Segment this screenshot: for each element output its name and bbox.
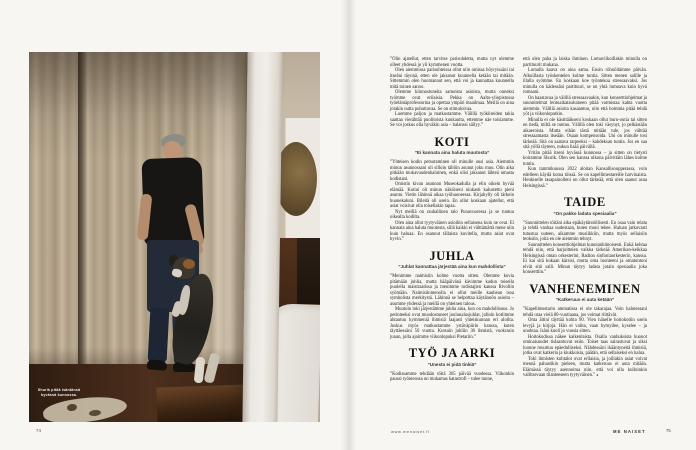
- section-subtitle: ”Juhlat kannattaa järjestää aina kun mahdollista”: [398, 264, 506, 269]
- article-paragraph: Nyt meillä on rauhallinen talo Punavuoressa ja se tuntuu oikealta kodilta.: [390, 209, 514, 220]
- footer-url: www.menaiset.fi: [391, 429, 430, 434]
- article-paragraph: Hoitokodissa näkee kaikenlaista. Osalla vanhuksista huonot ominaisuudet tislaantuvat esiin. Toiset taas sairastuvat ja siksi luonne muuttuu epäedulliseksi. Nähdessäni ikääntyneitä ihmisiä, jotka ovat katkeria ja kiukkuisia, päätän, että sellaiseksi en halua.: [523, 334, 647, 356]
- section-heading-juhla: [390, 250, 514, 271]
- article-paragraph: Olen aiemmissa parisuhteissa ollut niin omissa höyryissäni tai itseäni täynnä, etten ole jaksanut kuunnella ketään tai mitään. Sittemmin olen huomannut sen, että voi ja kannattaa kuunnella mitä toinen sanoo.: [390, 68, 514, 90]
- article-end-dot-icon: ●: [596, 373, 599, 377]
- section-subtitle: ”Unesta ei pidä tinkiä”: [427, 361, 477, 367]
- article-column-2: [523, 57, 647, 383]
- article-paragraph: ”Suunnittelen töitäni aika epäkäytännöllisesti. En osaa vain relata ja tehdä vanhaa uudestaan, kuten moni tekee. Haluan jatkuvasti tutustua uuteen, aikamme musiikkiin, mutta myös sellaisiin teoksiin, joita en ole aiemmin tehnyt.: [523, 220, 647, 242]
- article-paragraph: Kun tammikuussa 2022 aloitan Kansallisoopperassa, voin edelleen käydä kotoa töissä. Se on kapellimestareille harvinaista. Henkiselle tasapainolleni on ollut tärkeää, että olen saanut asua Helsingissä.”: [523, 167, 647, 189]
- article-paragraph: Yritän pitää itseni hyvässä kunnossa – ja sitten on tietysti koiramme Shurik. Olen sen kanssa ulkona päivittäin lähes kolme tuntia.: [523, 150, 647, 167]
- page-number-right: 75: [666, 428, 671, 433]
- section-subtitle: ”Ei kannata aina haluta muutosta”: [414, 150, 490, 155]
- article-paragraph: [523, 357, 647, 379]
- article-paragraph: ”Kapellimestarin ammatissa ei ole takarajaa. Voin halutessani tehdä uraa vielä 80-vuotiaana, jos voimat riittävät.: [523, 307, 647, 318]
- article-paragraph: Olen aina ollut tyytyväinen asioihin sellaisena kuin ne ovat. Ei kannata aina haluta muutosta, sillä kaikki ei välttämättä mene niin kuin haluaa. En osannut tällaista kuvitella, mutta asiat ovat hyvin.”: [390, 220, 514, 242]
- curtain-shadow: [78, 52, 87, 370]
- article-paragraph: Minulla ei ole käsittääkseni koskaan ollut burn-outia tai sitten en tiedä, miltä se tuntuu. Välillä olen toki väsynyt, jo pelkästään aikaeroista. Mutta eihän tästä mitään tule, jos välttää stressaamasta itseään. Osaan kompensoida. Uni on minulle tosi tärkeää. Sitä on saatava tarpeeksi – kahdeksan tuntia. Jos en saa sitä yöllä täyteen, nukun lisää päivällä.: [523, 117, 647, 150]
- section-subtitle: ”On pakko ladata spesiaalia”: [553, 210, 617, 216]
- article-paragraph: Omistin kivan asunnon Museokadulla ja elin oikein hyvää elämää. Kotini oli minun näköiseni niukasti kalustettu pieni asunto. Vietin lähinnä aikaa työhuoneessa. Kirjahylly oli tärkein huonekaluni. Bileitä oli usein. En ollut koskaan ajatellut, että asiat voisivat olla toisellakin tapaa.: [390, 182, 514, 209]
- section-title: JUHLA: [429, 248, 475, 263]
- round-artwork: [275, 142, 317, 216]
- section-heading-koti: [390, 136, 514, 157]
- article-paragraph: Muutoin toki järjestämme juhlia aina, kun on mahdollisuus. Jo perinteeksi ovat muodostuneet joulunalusjuhlat, jolloin kotiimme ahtautuu kymmeniä ihmisiä laajasti yhteiskunnan eri aloilta. Joskus myös matkustamme ystäväpiirin kanssa, kuten täyttäessäni 50 vuotta. Kutsuin juhliin 30 ihmistä, vuokrasin junan, jolla ajoimme viikonlopuksi Pietariin.”: [390, 307, 514, 340]
- article-paragraph: että olen paha ja laiska ihminen. Lomaviikoillakin minulla on partituurit mukana.: [523, 57, 647, 68]
- section-title: TYÖ JA ARKI: [408, 346, 496, 360]
- article-column-1: [390, 57, 514, 383]
- article-paragraph: Luemme paljon ja matkustamme. Välillä työkiireiden takia saattaa vierähtää puolitoista kuukautta, ettemme näe toisiamme. Se voi joskus olla hyväkin asia – balanssi säilyy.”: [390, 112, 514, 128]
- article-paragraph: ”Olin ajatellut, etten tarvitse parisuhdetta, mutta nyt olemme olleet yhdessä jo yli kymmenen vuotta.: [390, 57, 514, 68]
- article-paragraph: ”Menimme naimisiin kolme vuotta sitten. Olemme kovia pitämään juhlia, mutta hääpäivänä kävimme kadun toisella puolella maistraatissa ja menimme todistajien kanssa Rivoliin syömään. Naimisiinmenolla ei ollut meille kauhean isoa symbolista merkitystä. Lähinnä se helpottaa käytännön asioita – asumme yhdessä ja meillä on yhteinen talous.: [390, 274, 514, 307]
- section-heading-vanheneminen: [523, 283, 647, 304]
- article-paragraph: Olemme kiinnostuneita samoista asioista, mutta onneksi työmme ovat erilaisia. Pekka on Aalto-yliopistossa työelämäprofessorina ja opettaa ympäri maailmaa. Meillä on aina jotakin uutta puhuttavaa. Se on stimuloivaa.: [390, 90, 514, 112]
- magazine-brand: ME NAISET: [613, 429, 646, 434]
- article-paragraph: Suunnittelen konserttiohjelmat kunnianhimoisesti. Enkä kehtaa tehdä niin, että harjoittelen vaikka tärkeää Amerikan-keikkaa Helsingissä oman orkesterini, Radion sinfoniaorkesterin, kanssa. Ei kai sitä kukaan kärsisi, mutta oma luonteeni ja omatuntoni eivät sitä salli. Minun täytyy ladata jotain spesiaalia joka konserttiin.”: [523, 242, 647, 275]
- page-number-left: 74: [36, 428, 42, 433]
- section-subtitle: ”Katkeruus ei auta ketään”: [555, 297, 615, 302]
- dark-doorway: [297, 238, 320, 304]
- article-paragraph: On haastavaa ja välillä stressaavaakin, kun konserttiohjelmat ja suunnitelmat lentoaikatauluineen pitää varmistaa kahta vuotta aiemmin. Välillä asioita kasaantuu, niin että hommia pitää tehdä yöt ja viikonloputkin.: [523, 95, 647, 117]
- dog-head-patch: [183, 259, 195, 269]
- white-pillar: [242, 52, 282, 422]
- section-title: TAIDE: [564, 195, 606, 209]
- section-title: KOTI: [434, 134, 470, 149]
- wood-bench: [156, 384, 249, 422]
- article-body: [390, 57, 647, 383]
- section-heading-tyo-ja-arki: [390, 347, 514, 368]
- article-paragraph-text: Toki ihmisten kohtalot ovat erilaisia, ja joillakin asiat voivat mennä pahastikin pieleen, mutta katkeruus ei auta mitään. Elämässä täytyy asennoitua niin, että voi olla kulloinkin vallitsevaan tilanteeseen tyytyväinen.”: [523, 356, 647, 378]
- dog-leg: [204, 352, 221, 384]
- section-heading-taide: [523, 196, 647, 217]
- section-title: VANHENEMINEN: [529, 281, 641, 296]
- feature-photo: [29, 52, 320, 422]
- article-paragraph: Lomalla kaava on aina sama. Ensin röhnöitämme päivän. Alkuillasta työskentelen kolme tuntia. Sitten menen salille ja illalla syömme. En koskaan koe työntekoa stressaavaksi. Jos minulla on kädessäni partituuri, se on yhtä lumoava kuin hyvä romaani.: [523, 68, 647, 95]
- dog-figure: [165, 257, 225, 387]
- article-paragraph: ”Yhteisen kodin perustaminen oli minulle uusi asia. Aiemmin minun asunnossani oli silloin tällöin asunut joku muu. Olin aika pitkään mukavuudenhaluinen, enkä olisi jaksanut lähteä omasta kodistani.: [390, 160, 514, 182]
- photo-caption: Shurik pitää isäntänsä hyvässä kunnossa.: [37, 388, 81, 397]
- article-paragraph: Oma äitini täyttää kohta 90. Vien hänelle hoitokotiin usein levyjä ja kirjoja. Hän ei valita, vaan hymyilee, kyselee – ja unohtaa. Isäni kuoli jo vuosia sitten.: [523, 318, 647, 334]
- spread-gutter: [340, 0, 356, 450]
- article-paragraph: ”Kodissamme tehdään töitä 365 päivää vuodessa. Viikonkin paussi työnteossa on mukamas katastrofi – tulee tunne,: [390, 371, 514, 382]
